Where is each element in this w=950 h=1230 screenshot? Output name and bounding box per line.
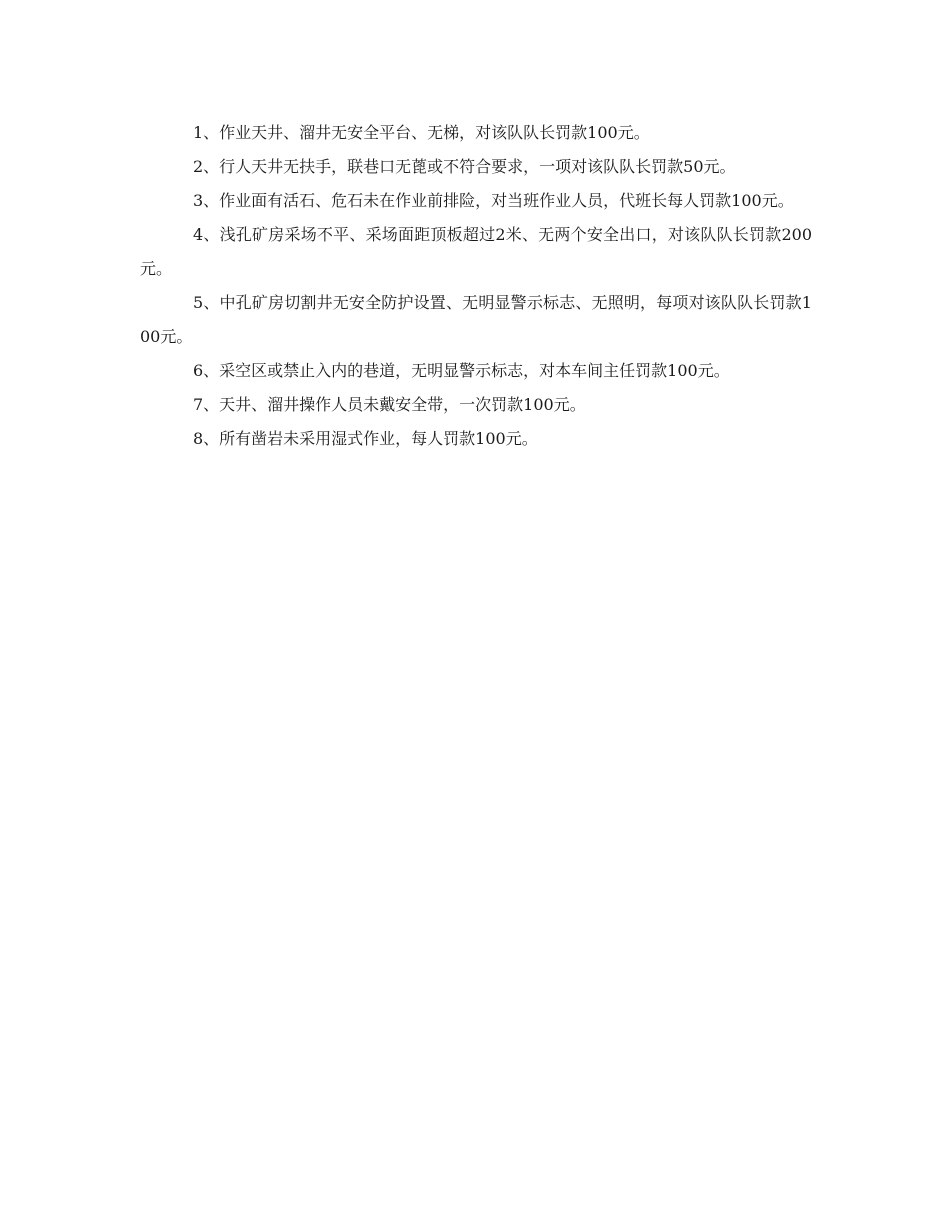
rule-paragraph-5: 5、中孔矿房切割井无安全防护设置、无明显警示标志、无照明，每项对该队队长罚款100元。 (140, 293, 812, 346)
rule-paragraph-6: 6、采空区或禁止入内的巷道，无明显警示标志，对本车间主任罚款100元。 (193, 361, 730, 380)
rule-paragraph-3: 3、作业面有活石、危石未在作业前排险，对当班作业人员，代班长每人罚款100元。 (193, 191, 794, 210)
rule-paragraph-2: 2、行人天井无扶手，联巷口无蓖或不符合要求，一项对该队队长罚款50元。 (193, 157, 736, 176)
document-body (140, 116, 812, 456)
rule-paragraph-7: 7、天井、溜井操作人员未戴安全带，一次罚款100元。 (193, 395, 586, 414)
rule-paragraph-1: 1、作业天井、溜井无安全平台、无梯，对该队队长罚款100元。 (193, 123, 650, 142)
rule-paragraph-4: 4、浅孔矿房采场不平、采场面距顶板超过2米、无两个安全出口，对该队队长罚款200元。 (140, 225, 812, 278)
rule-paragraph-8: 8、所有凿岩未采用湿式作业，每人罚款100元。 (193, 429, 538, 448)
